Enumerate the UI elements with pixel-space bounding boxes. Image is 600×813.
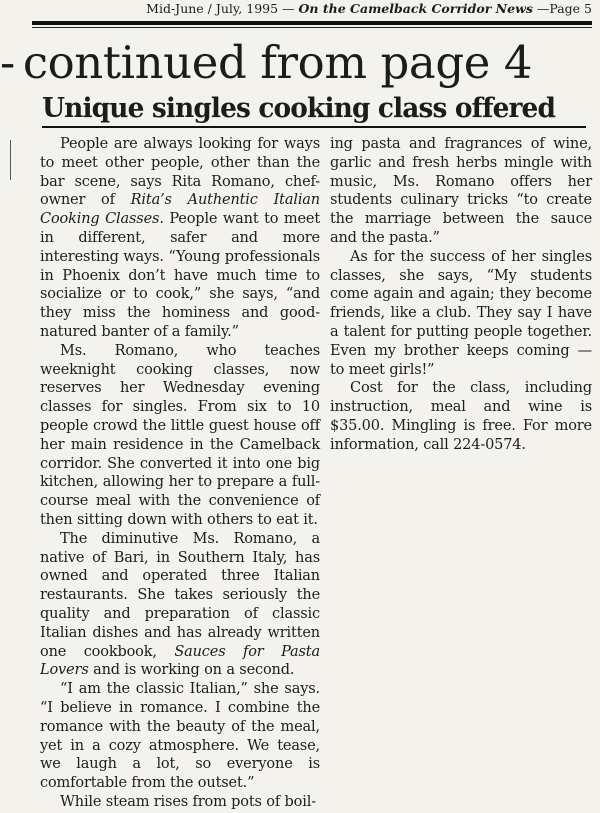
paragraph-1: People are always looking for ways to meet other people, other than the bar scene, says Rita Romano, chef-owner of Rita’s Authentic Italian Cooking Classes. People want to meet in different, safer and more interesting ways. “Young professionals in Phoenix don’t have much time to socialize or to cook,” she says, “and they miss the hominess and good-natured banter of a family.” [40,136,321,340]
page-number: —Page 5 [536,1,592,16]
paragraph-7: As for the success of her singles classes, she says, “My students come again and again; they become friends, like a club. They say I have a talent for putting people together. Even my brother keeps coming — to meet girls!” [330,248,592,378]
article-column-1 [40,135,320,812]
continued-dash: - [0,36,15,89]
paragraph-6: ing pasta and fragrances of wine, garlic and fresh herbs mingle with music, Ms. Romano offers her students culinary tricks “to create the marriage between the sauce and the pasta.” [330,136,592,246]
article-column-2 [330,135,592,455]
header-rule-thin [32,27,592,28]
issue-date: Mid-June / July, 1995 — [146,1,295,16]
headline-underline [42,126,586,128]
paragraph-3: The diminutive Ms. Romano, a native of Bari, in Southern Italy, has owned and operated three Italian restaurants. She takes seriously the quality and preparation of classic Italian dishes and has already written one cookbook, Sauces for Pasta Lovers and is working on a second. [40,530,320,679]
article-headline: Unique singles cooking class offered [42,92,556,124]
school-name: Rita’s Authentic Italian Cooking Classes. [40,192,320,228]
continued-text: continued from page 4 [22,36,533,89]
header-rule-thick [32,21,592,25]
margin-mark [10,140,11,180]
paragraph-4: “I am the classic Italian,” she says. “I believe in romance. I combine the romance with the beauty of the meal, yet in a cozy atmosphere. We tease, we laugh a lot, so everyone is comfortable from the outset.” [40,681,320,792]
cookbook-title: Sauces for Pasta Lovers [40,643,320,679]
paragraph-5: While steam rises from pots of boil- [60,793,316,810]
page-header [30,0,592,20]
newspaper-name: On the Camelback Corridor News [298,1,533,16]
continued-banner [0,36,600,90]
paragraph-2: Ms. Romano, who teaches weeknight cooking classes, now reserves her Wednesday evening classes for singles. From six to 10 people crowd the little guest house off her main residence in the Camelback corridor. She converted it into one big kitchen, allowing her to prepare a full-course meal with the convenience of then sitting down with others to eat it. [40,342,320,528]
paragraph-8: Cost for the class, including instruction, meal and wine is $35.00. Mingling is free. For more information, call 224-0574. [330,380,592,453]
